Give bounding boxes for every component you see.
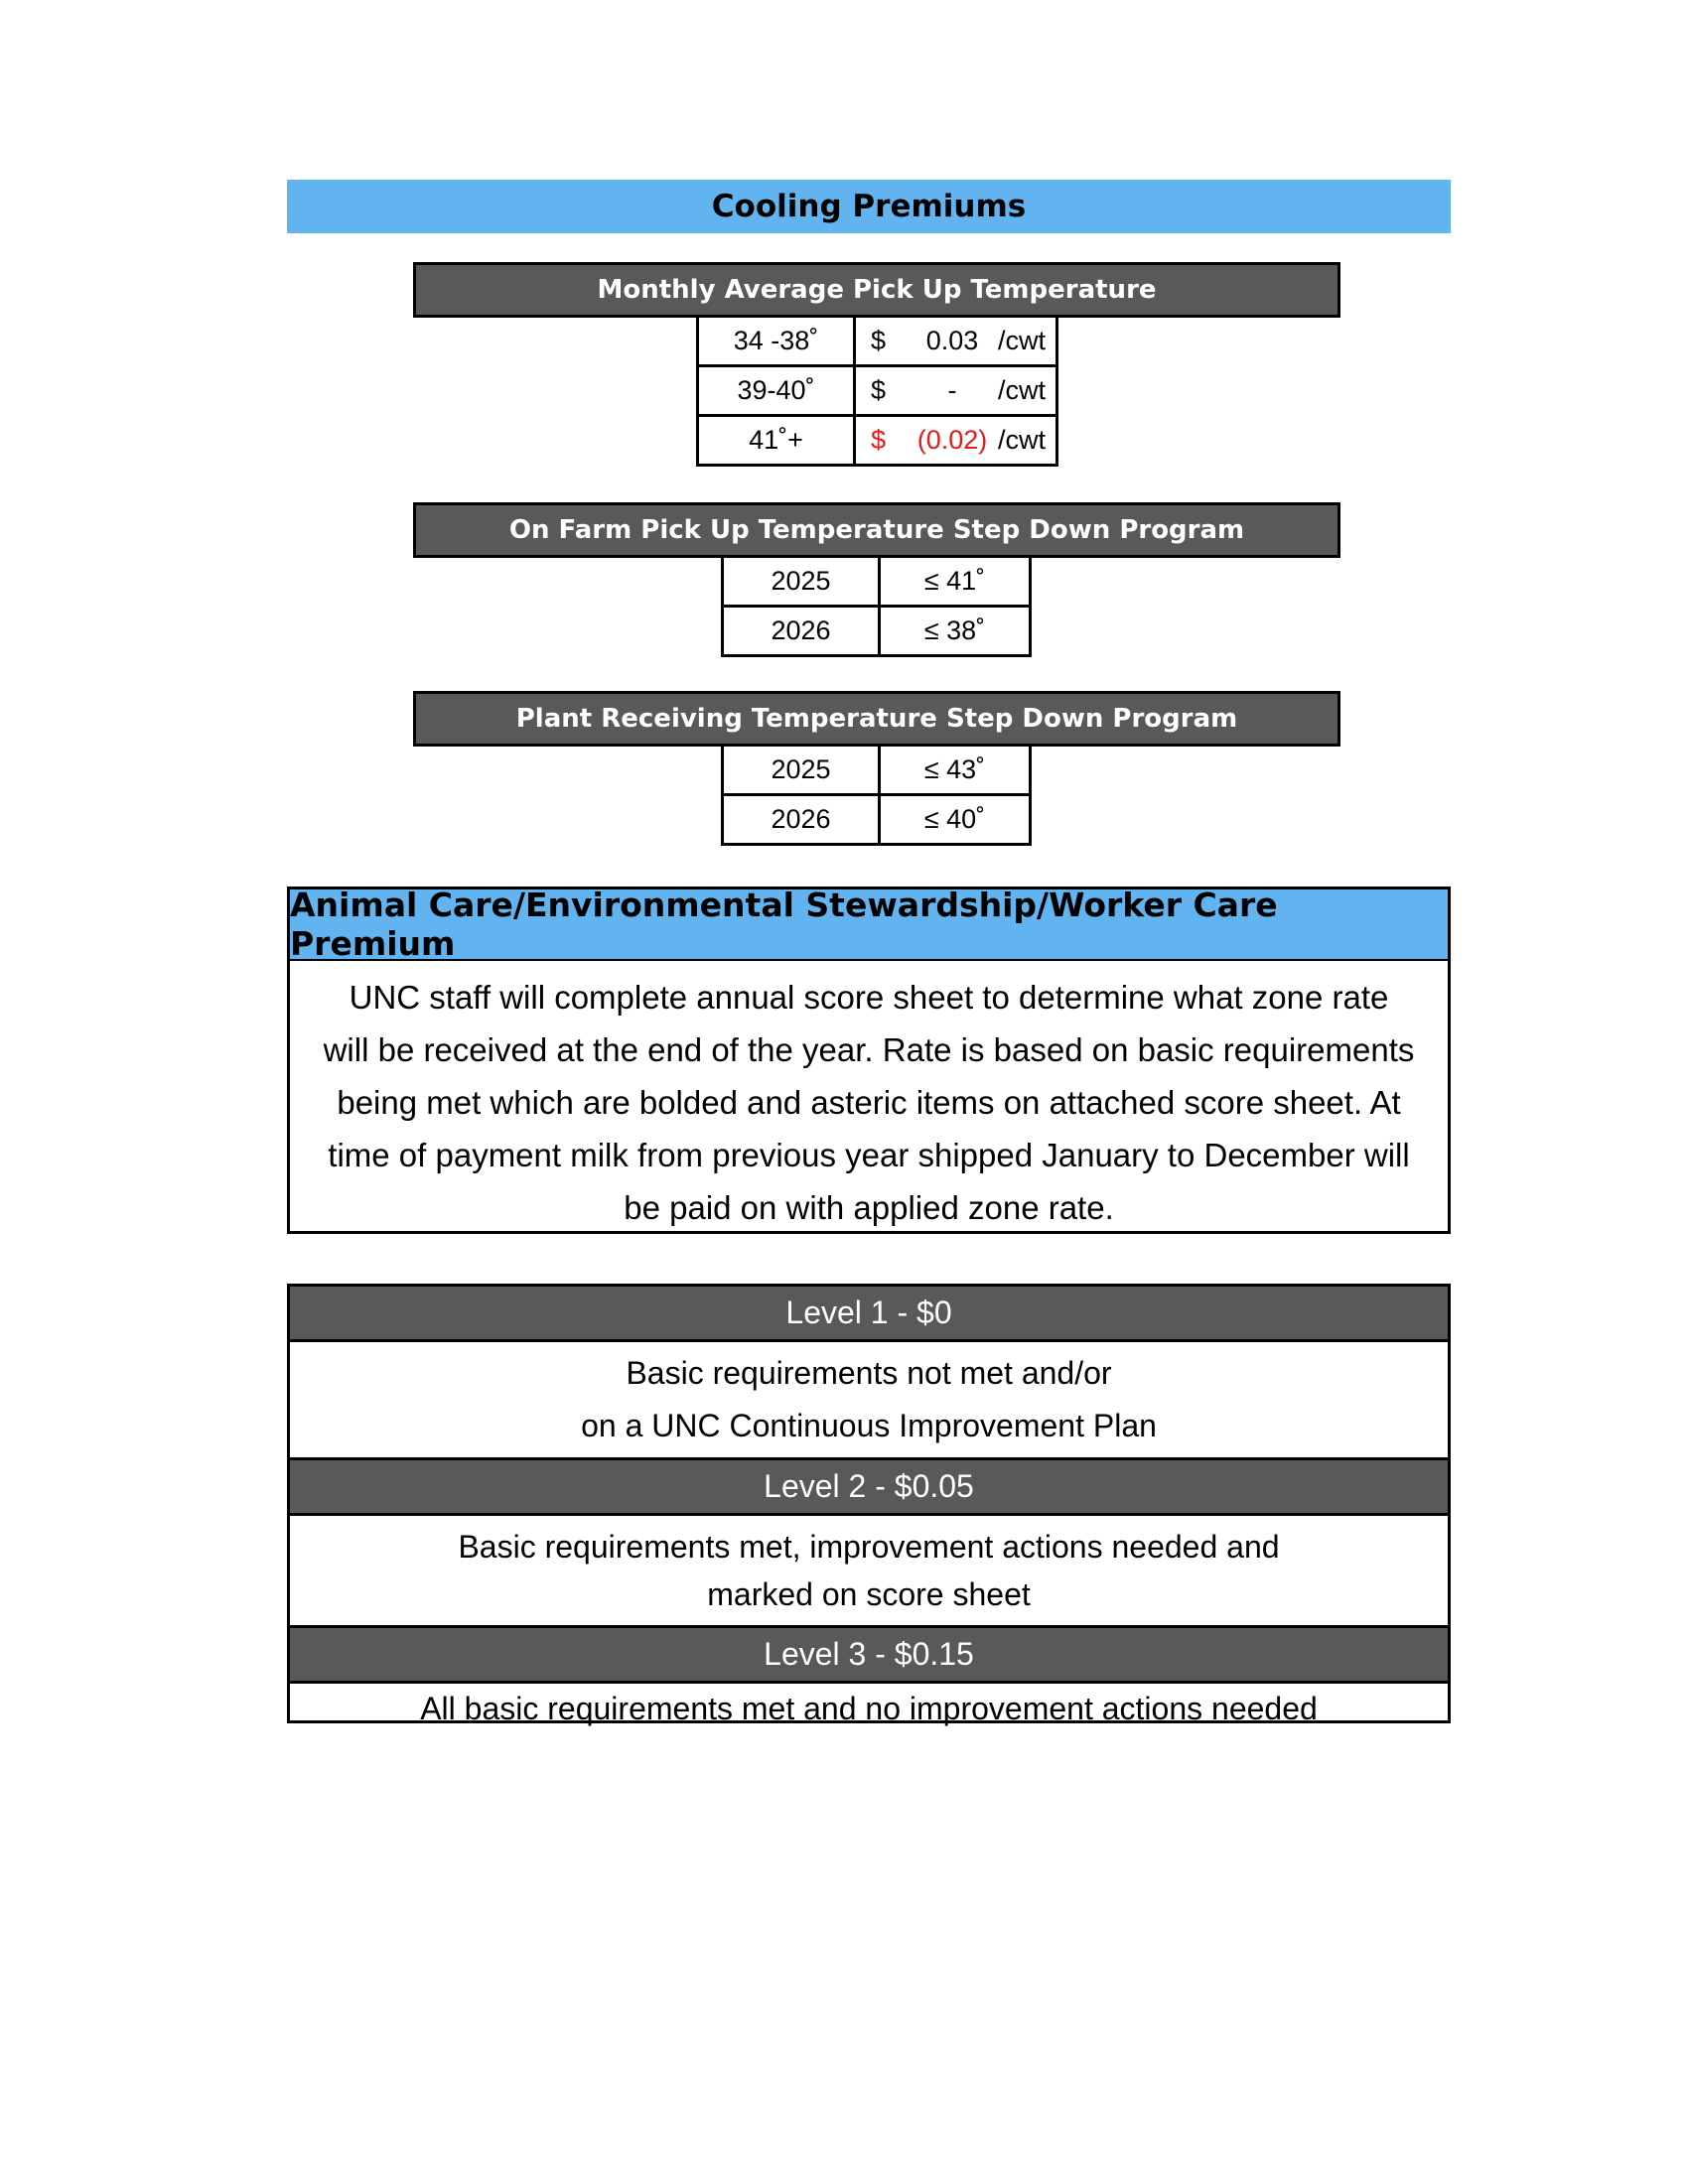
program-year: 2025 (723, 557, 880, 607)
level-desc-line: Basic requirements not met and/or (626, 1355, 1112, 1391)
currency-symbol: $ (871, 375, 887, 405)
rate-unit: /cwt (997, 326, 1046, 355)
animal-care-description (290, 961, 1448, 1234)
table-row (723, 607, 1031, 656)
level-desc-line: Basic requirements met, improvement actions needed and (458, 1529, 1280, 1565)
currency-symbol: $ (871, 425, 887, 455)
level-2-title: Level 2 - $0.05 (290, 1460, 1448, 1516)
rate-amount: - (947, 375, 957, 405)
plant-receiving-temp-table (721, 744, 1032, 846)
table-row (723, 557, 1031, 607)
on-farm-temp-header: On Farm Pick Up Temperature Step Down Program (413, 502, 1340, 558)
program-year: 2026 (723, 795, 880, 845)
level-desc-line: All basic requirements met and no improvement actions needed (420, 1690, 1318, 1726)
temp-limit: ≤ 40˚ (880, 795, 1031, 845)
description-line: time of payment milk from previous year shipped January to December will (328, 1137, 1410, 1173)
animal-care-section (287, 887, 1451, 1234)
premium-rate (855, 366, 1057, 416)
rate-amount: (0.02) (916, 425, 988, 455)
level-3-title: Level 3 - $0.15 (290, 1628, 1448, 1684)
level-desc-line: marked on score sheet (707, 1576, 1031, 1612)
premium-rate (855, 416, 1057, 466)
animal-care-title: Animal Care/Environmental Stewardship/Worker Care Premium (290, 889, 1448, 961)
cooling-premiums-title: Cooling Premiums (287, 180, 1451, 233)
monthly-temp-table (696, 315, 1058, 467)
table-row (698, 416, 1057, 466)
rate-unit: /cwt (997, 425, 1046, 455)
level-1-title: Level 1 - $0 (290, 1287, 1448, 1342)
description-line: be paid on with applied zone rate. (624, 1189, 1114, 1226)
program-year: 2025 (723, 746, 880, 795)
temp-limit: ≤ 38˚ (880, 607, 1031, 656)
description-line: UNC staff will complete annual score sheet to determine what zone rate (349, 979, 1389, 1016)
temp-limit: ≤ 43˚ (880, 746, 1031, 795)
premium-rate (855, 317, 1057, 366)
level-3-description (290, 1684, 1448, 1733)
table-row (723, 746, 1031, 795)
temp-range: 34 -38˚ (698, 317, 855, 366)
temp-limit: ≤ 41˚ (880, 557, 1031, 607)
on-farm-temp-table (721, 555, 1032, 657)
temp-range: 39-40˚ (698, 366, 855, 416)
table-row (723, 795, 1031, 845)
level-1-description (290, 1342, 1448, 1460)
monthly-temp-header: Monthly Average Pick Up Temperature (413, 262, 1340, 318)
temp-range: 41˚+ (698, 416, 855, 466)
description-line: being met which are bolded and asteric items on attached score sheet. At (337, 1084, 1401, 1121)
premium-levels (287, 1284, 1451, 1726)
description-line: will be received at the end of the year. Rate is based on basic requirements (323, 1031, 1415, 1068)
table-row (698, 317, 1057, 366)
plant-receiving-temp-header: Plant Receiving Temperature Step Down Program (413, 691, 1340, 747)
program-year: 2026 (723, 607, 880, 656)
currency-symbol: $ (871, 326, 887, 355)
table-row (698, 366, 1057, 416)
rate-amount: 0.03 (925, 326, 979, 355)
rate-unit: /cwt (997, 375, 1046, 405)
level-2-description (290, 1516, 1448, 1628)
level-desc-line: on a UNC Continuous Improvement Plan (581, 1408, 1157, 1443)
